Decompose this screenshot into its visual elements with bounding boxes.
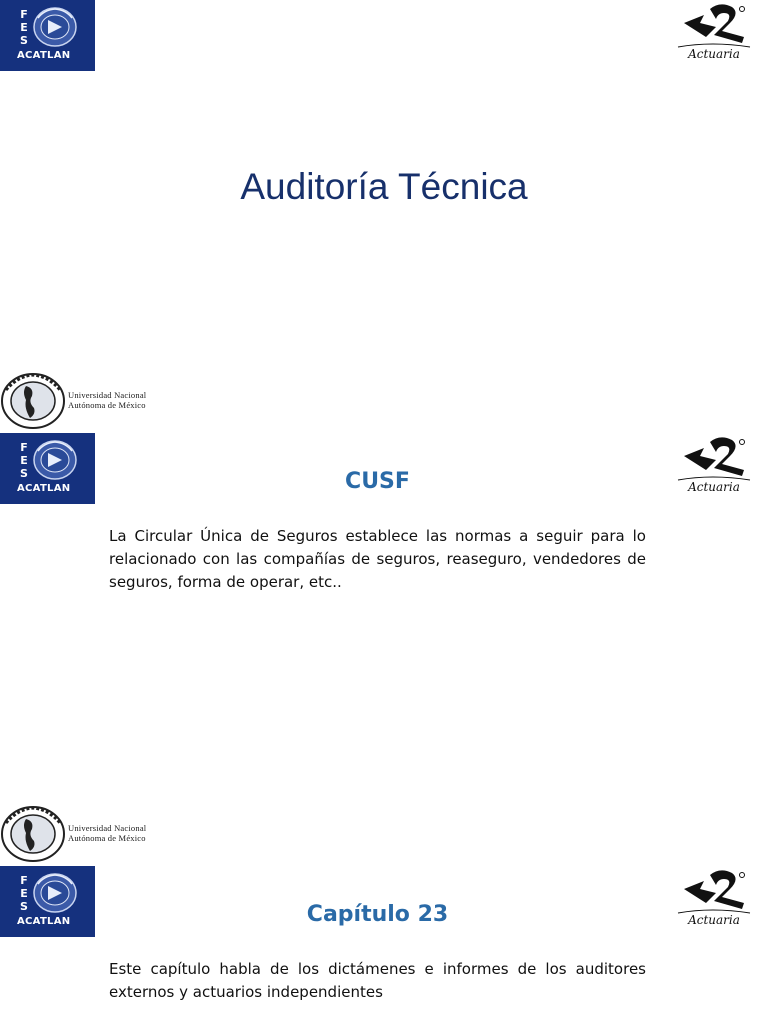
fes-acatlan-logo [0, 0, 95, 71]
fes-letter: E [20, 21, 28, 34]
unam-name-line1: Universidad Nacional [68, 823, 147, 833]
page-title: Auditoría Técnica [240, 166, 528, 207]
fes-letter: F [20, 441, 28, 454]
slide-1 [0, 0, 768, 433]
unam-seal-icon [0, 372, 66, 430]
fes-letter: S [20, 900, 28, 913]
fes-name-text: ACATLAN [17, 483, 71, 494]
slide-3 [0, 866, 768, 1024]
unam-logo [0, 372, 180, 430]
slide-heading: CUSF [345, 469, 410, 494]
fes-name-text: ACATLAN [17, 916, 71, 927]
fes-letter: E [20, 887, 28, 900]
unam-name-line1: Universidad Nacional [68, 390, 147, 400]
fes-letter: F [20, 8, 28, 21]
fes-letter: S [20, 34, 28, 47]
slide-body-text: Este capítulo habla de los dictámenes e informes de los auditores externos y actuarios independientes [109, 960, 646, 1001]
actuaria-emblem-icon [670, 3, 754, 51]
actuaria-wordmark: Actuaria [688, 480, 740, 494]
fes-letter: S [20, 467, 28, 480]
unam-seal-icon [0, 805, 66, 863]
unam-seal-icon [32, 6, 78, 48]
unam-logo [0, 805, 180, 863]
slide-2 [0, 433, 768, 866]
fes-letter: E [20, 454, 28, 467]
fes-letter: F [20, 874, 28, 887]
actuaria-wordmark: Actuaria [688, 47, 740, 61]
slide-body-text: La Circular Única de Seguros establece las normas a seguir para lo relacionado con las compañías de seguros, reaseguro, vendedores de seguros, forma de operar, etc.. [109, 527, 646, 591]
fes-name-text: ACATLAN [17, 50, 71, 61]
actuaria-wordmark: Actuaria [688, 913, 740, 927]
slide-heading: Capítulo 23 [306, 902, 449, 927]
actuaria-logo [670, 3, 754, 67]
unam-name-line2: Autónoma de México [68, 400, 146, 410]
unam-name-line2: Autónoma de México [68, 833, 146, 843]
